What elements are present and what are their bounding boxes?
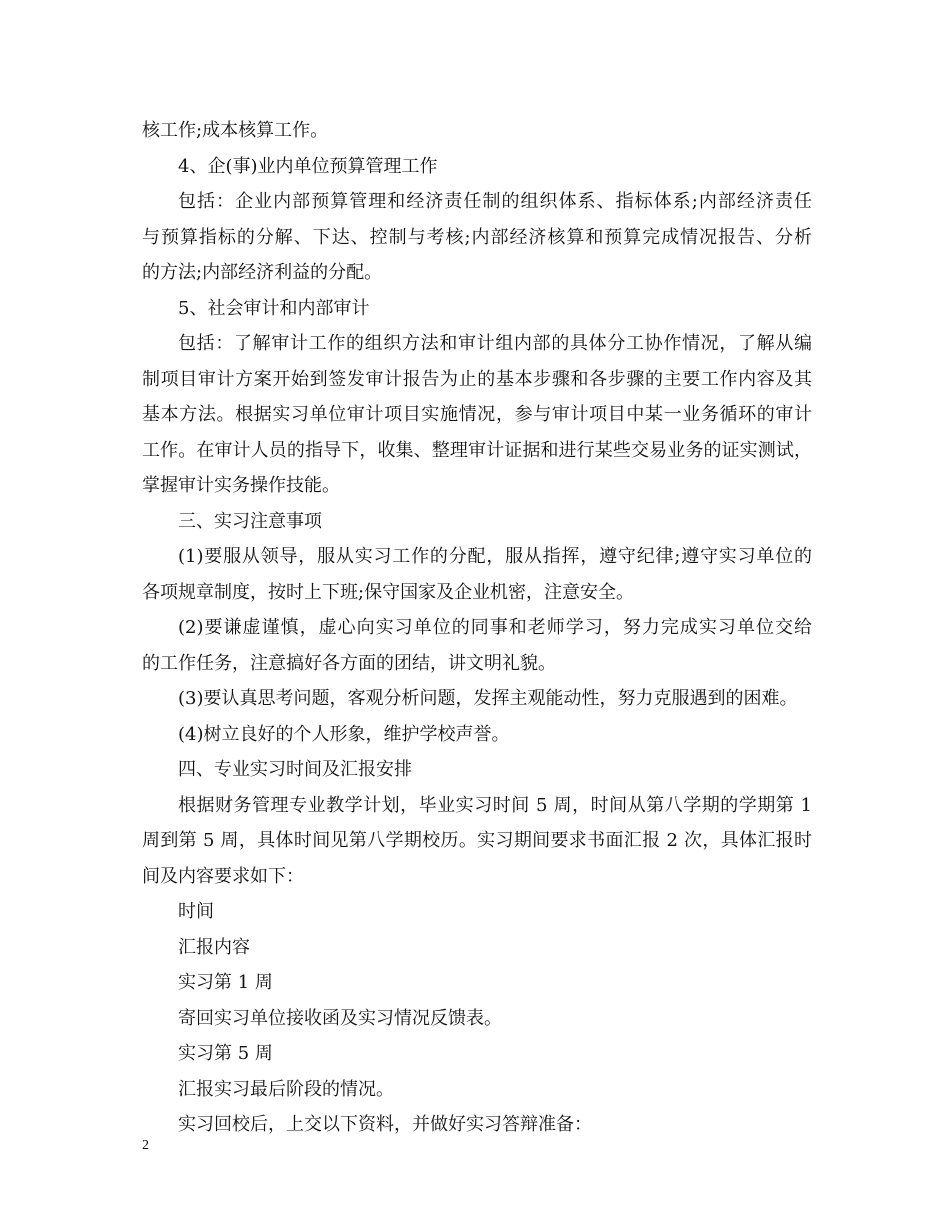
text-line: 各项规章制度，按时上下班;保守国家及企业机密，注意安全。 <box>142 581 635 603</box>
page-number: 2 <box>142 1138 149 1153</box>
text-line: 4、企(事)业内单位预算管理工作 <box>178 155 438 177</box>
text-line: 与预算指标的分解、下达、控制与考核;内部经济核算和预算完成情况报告、分析 <box>142 226 812 248</box>
text-line: 四、专业实习时间及汇报安排 <box>178 759 412 780</box>
text-line: 工作。在审计人员的指导下，收集、整理审计证据和进行某些交易业务的证实测试， <box>142 439 812 461</box>
text-line: (3)要认真思考问题，客观分析问题，发挥主观能动性，努力克服遇到的困难。 <box>178 688 798 709</box>
text-line: 包括：企业内部预算管理和经济责任制的组织体系、指标体系;内部经济责任 <box>178 191 812 212</box>
text-line: 寄回实习单位接收函及实习情况反馈表。 <box>178 1007 502 1029</box>
text-line: (4)树立良好的个人形象，维护学校声誉。 <box>178 723 510 745</box>
text-line: 汇报内容 <box>178 936 250 958</box>
text-line: 的工作任务，注意搞好各方面的团结，讲文明礼貌。 <box>142 652 556 674</box>
text-line: 包括：了解审计工作的组织方法和审计组内部的具体分工协作情况，了解从编 <box>178 333 812 354</box>
text-line: 实习第 5 周 <box>178 1043 273 1064</box>
text-line: 汇报实习最后阶段的情况。 <box>178 1078 394 1100</box>
text-line: 实习第 1 周 <box>178 972 273 993</box>
text-line: 的方法;内部经济利益的分配。 <box>142 262 383 283</box>
text-line: 制项目审计方案开始到签发审计报告为止的基本步骤和各步骤的主要工作内容及其 <box>142 368 812 390</box>
text-line: (2)要谦虚谨慎，虚心向实习单位的同事和老师学习，努力完成实习单位交给 <box>178 617 812 638</box>
text-line: 实习回校后，上交以下资料，并做好实习答辩准备： <box>178 1114 592 1135</box>
text-line: 周到第 5 周，具体时间见第八学期校历。实习期间要求书面汇报 2 次，具体汇报时 <box>142 830 812 851</box>
text-line: 核工作;成本核算工作。 <box>142 120 329 141</box>
text-line: (1)要服从领导，服从实习工作的分配，服从指挥，遵守纪律;遵守实习单位的 <box>178 546 812 567</box>
text-line: 掌握审计实务操作技能。 <box>142 475 340 496</box>
text-line: 三、实习注意事项 <box>178 510 322 532</box>
text-line: 5、社会审计和内部审计 <box>178 297 370 319</box>
text-line: 间及内容要求如下： <box>142 865 304 887</box>
text-line: 基本方法。根据实习单位审计项目实施情况，参与审计项目中某一业务循环的审计 <box>142 404 812 425</box>
text-line: 根据财务管理专业教学计划，毕业实习时间 5 周，时间从第八学期的学期第 1 <box>178 794 812 816</box>
text-line: 时间 <box>178 901 214 922</box>
document-body <box>142 113 812 1143</box>
